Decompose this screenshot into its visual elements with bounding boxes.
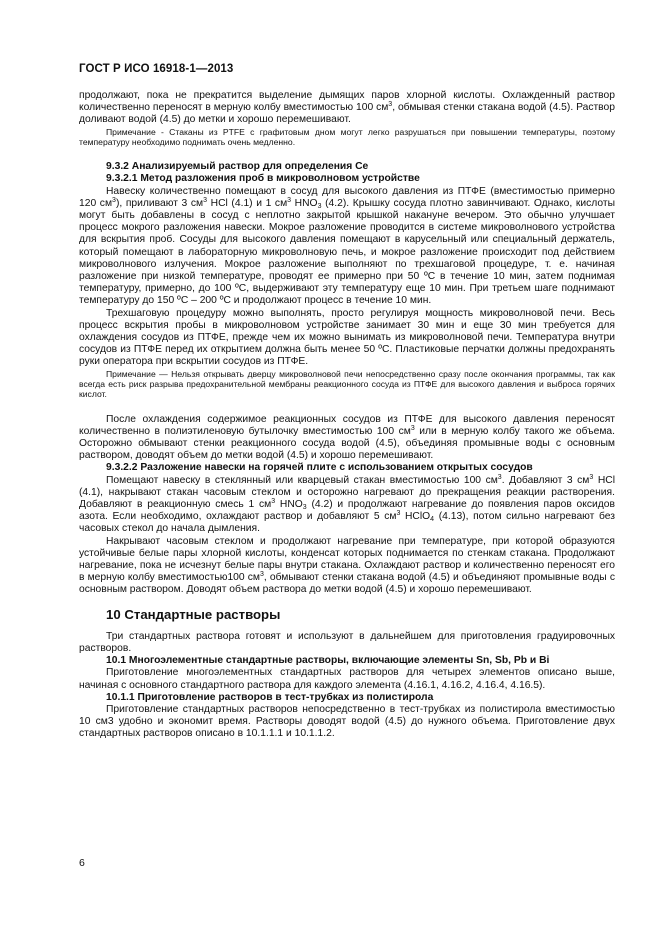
paragraph-hot-plate: Помещают навеску в стеклянный или кварцевый стакан вместимостью 100 $см^3$. Добавляют 3 $см^3$ НCl (4.1), накрывают стакан часовым стеклом и осторожно нагревают до прекращения реакции растворения. Добавляют в реакционную смесь 1 $см^3$ $HNO_3$ (4.2) и продолжают нагревание до появления паров оксидов азота. Если необходимо, охлаждают раствор и добавляют 5 $см^3$ HClO$_4$ (4.13), потом сильно нагревают без часовых стекол до начала дымления. xyxy=(79,473,616,535)
paragraph-three-standards: Три стандартных раствора готовят и используют в дальнейшем для приготовления градуировочных растворов. xyxy=(79,630,615,654)
heading-10-1: 10.1 Многоэлементные стандартные растворы, включающие элементы Sn, Sb, Pb и Bi xyxy=(106,655,550,667)
page-content xyxy=(79,90,615,741)
note-microwave-door: Примечание — Нельзя открывать дверцу микроволновой печи непосредственно сразу после окончания программы, так как всегда есть риск разрыва предохранительной мембраны реакционного сосуда из ПТФЕ для высокого давления и выброса горячих кислот. xyxy=(79,368,615,400)
paragraph-after-cooling: После охлаждения содержимое реакционных сосудов из ПТФЕ для высокого давления переносят количественно в полиэтиленовую бутылочку вместимостью 100 $см^3$ или в мерную колбу такого же объема. Осторожно обмывают стенки реакционного сосуда водой (4.5), объединяя промывные воды с основным раствором, доводят объем до метки водой (4.5) и хорошо перемешивают. xyxy=(79,413,615,462)
document-header: ГОСТ Р ИСО 16918-1—2013 xyxy=(79,63,234,75)
heading-9-3-2: 9.3.2 Анализируемый раствор для определения Се xyxy=(106,161,369,173)
paragraph-microwave-procedure: Навеску количественно помещают в сосуд для высокого давления из ПТФЕ (вместимостью примерно 120 $см^3$), приливают 3 $см^3$ НCl (4.1) и 1 $см^3$ $HNO_3$ (4.2). Крышку сосуда плотно завинчивают. Однако, кислоты могут быть добавлены в сосуд с неплотно закрытой крышкой накануне вечером. Это обычно улучшает процесс мокрого разложения навески. Мокрое разложение проводится в системе микроволнового устройства для вскрытия проб. Сосуды для высокого давления помещают в карусельный или специальный держатель, который помещают в лабораторную микроволновую печь, и мокрое разложение происходит под действием микроволнового излучения. Мокрое разложение выполняют по трехшаговой процедуре, т. е. начиная разложение при низкой температуре, проводят ее примерно при 50 ºС в течение 10 мин, затем поднимая температуру, примерно, до 100 ºС, выдерживают эту температуру еще 10 мин. При третьем шаге поднимают температуру до 150 ºС – 200 ºС и продолжают процесс в течение 10 мин. xyxy=(79,185,615,307)
heading-9-3-2-1: 9.3.2.1 Метод разложения проб в микроволновом устройстве xyxy=(106,173,420,185)
paragraph-multielement: Приготовление многоэлементных стандартных растворов для четырех элементов описано выше, начиная с основного стандартного раствора для каждого элемента (4.16.1, 4.16.2, 4.16.4, 4.16.5). xyxy=(79,667,615,691)
paragraph-test-tubes: Приготовление стандартных растворов непосредственно в тест-трубках из полистирола вместимостью 10 см3 удобно и экономит время. Растворы доводят водой (4.5) до нужного объема. Приготовление двух стандартных растворов описано в 10.1.1.1 и 10.1.1.2. xyxy=(79,704,615,740)
note-ptfe: Примечание - Стаканы из PTFE с графитовым дном могут легко разрушаться при повышении температуры, поэтому температуру необходимо поднимать очень медленно. xyxy=(79,126,615,147)
heading-10-1-1: 10.1.1 Приготовление растворов в тест-трубках из полистирола xyxy=(106,691,434,703)
intro-paragraph: продолжают, пока не прекратится выделение дымящих паров хлорной кислоты. Охлажденный раствор количественно переносят в мерную колбу вместимостью 100 $см^3$, обмывая стенки стакана водой (4.5). Раствор доливают водой (4.5) до метки и хорошо перемешивают. xyxy=(79,90,615,126)
paragraph-watch-glass: Накрывают часовым стеклом и продолжают нагревание при температуре, при которой образуются устойчивые белые пары хлорной кислоты, конденсат которых поднимается по стенкам стакана. Продолжают нагревание, пока не исчезнут белые пары внутри стакана. Охлаждают раствор и количественно переносят его в мерную колбу вместимостью100 $см^3$, обмывают стенки стакана водой (4.5) и объединяют промывные воды с основным раствором. Доводят объем раствора до метки водой (4.5) и хорошо перемешивают. xyxy=(79,535,615,596)
heading-section-10: 10 Стандартные растворы xyxy=(106,606,281,622)
page-number: 6 xyxy=(79,857,85,869)
paragraph-three-step: Трехшаговую процедуру можно выполнять, просто регулируя мощность микроволновой печи. Весь процесс вскрытия пробы в микроволновом устройстве занимает 30 мин и еще 30 мин требуется для охлаждения сосудов из ПТФЕ, прежде чем их можно вынимать из микроволновой печи. Температура внутри сосудов из ПТФЕ перед их открытием должна быть менее 50 ºС. Пластиковые перчатки должны предохранять руки оператора при вскрытии сосудов из ПТФЕ. xyxy=(79,307,615,368)
heading-9-3-2-2: 9.3.2.2 Разложение навески на горячей плите с использованием открытых сосудов xyxy=(106,462,533,474)
